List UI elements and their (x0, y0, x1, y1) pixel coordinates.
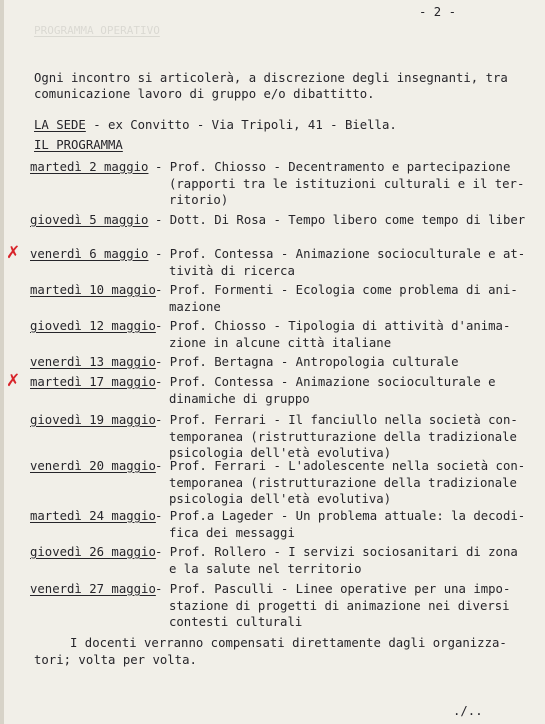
intro-line-2: comunicazione lavoro di gruppo e/o dibattitto. (34, 87, 375, 101)
red-x-mark-icon: ✗ (6, 371, 21, 391)
schedule-topic-continuation: zione in alcune città italiane (169, 335, 392, 350)
schedule-topic-continuation: (rapporti tra le istituzioni culturali e il ter- (169, 176, 525, 191)
schedule-speaker-topic: - Prof. Chiosso - Tipologia di attività d'anima- (155, 319, 511, 333)
schedule-speaker-topic: - Prof. Rollero - I servizi sociosanitari di zona (155, 545, 518, 559)
schedule-date: martedì 2 maggio (30, 160, 149, 174)
schedule-date: venerdì 13 maggio (30, 355, 156, 369)
faint-bleed-heading: PROGRAMMA OPERATIVO (34, 24, 160, 37)
schedule-topic-continuation: dinamiche di gruppo (169, 391, 310, 406)
schedule-date: venerdì 6 maggio (30, 247, 149, 261)
schedule-topic-continuation: tività di ricerca (169, 263, 295, 278)
red-x-mark-icon: ✗ (6, 243, 21, 263)
schedule-topic-continuation: psicologia dell'età evolutiva) (169, 492, 392, 507)
schedule-date: giovedì 19 maggio (30, 413, 156, 427)
closing-line-2: tori; volta per volta. (34, 653, 197, 667)
page-number: - 2 - (419, 5, 457, 19)
schedule-speaker-topic: - Prof. Formenti - Ecologia come problema di ani- (155, 283, 518, 297)
continuation-mark: ./.. (453, 704, 483, 718)
venue-label: LA SEDE (34, 118, 86, 132)
page-left-edge (0, 0, 4, 724)
schedule-date: giovedì 5 maggio (30, 213, 149, 227)
venue-address: - ex Convitto - Via Tripoli, 41 - Biella. (85, 118, 397, 132)
schedule-topic-continuation: temporanea (ristrutturazione della tradizionale (169, 429, 517, 444)
schedule-date: giovedì 26 maggio (30, 545, 156, 559)
schedule-topic-continuation: fica dei messaggi (169, 525, 295, 540)
schedule-topic-continuation: psicologia dell'età evolutiva) (169, 446, 392, 461)
schedule-date: martedì 17 maggio (30, 375, 156, 389)
schedule-date: martedì 24 maggio (30, 509, 156, 523)
schedule-topic-continuation: ritorio) (169, 193, 229, 208)
schedule-topic-continuation: contesti culturali (169, 615, 303, 630)
schedule-topic-continuation: e la salute nel territorio (169, 561, 362, 576)
schedule-speaker-topic: - Prof. Bertagna - Antropologia culturale (155, 355, 459, 369)
schedule-speaker-topic: - Prof. Pasculli - Linee operative per una impo- (155, 582, 511, 596)
schedule-topic-continuation: mazione (169, 299, 221, 314)
schedule-topic-continuation: stazione di progetti di animazione nei diversi (169, 598, 510, 613)
schedule-speaker-topic: - Prof. Ferrari - Il fanciullo nella società con- (155, 413, 518, 427)
venue-line (34, 117, 397, 134)
schedule-speaker-topic: - Prof.a Lageder - Un problema attuale: la decodi- (155, 509, 526, 523)
schedule-speaker-topic: - Prof. Chiosso - Decentramento e partecipazione (155, 160, 511, 174)
schedule-topic-continuation: temporanea (ristrutturazione della tradizionale (169, 475, 517, 490)
schedule-speaker-topic: - Prof. Contessa - Animazione socioculturale e (155, 375, 496, 389)
schedule-date: martedì 10 maggio (30, 283, 156, 297)
schedule-speaker-topic: - Prof. Contessa - Animazione socioculturale e at- (155, 247, 526, 261)
schedule-date: giovedì 12 maggio (30, 319, 156, 333)
intro-line-1: Ogni incontro si articolerà, a discrezione degli insegnanti, tra (34, 71, 508, 85)
closing-line-1: I docenti verranno compensati direttamente dagli organizza- (70, 636, 507, 650)
programma-heading: IL PROGRAMMA (34, 138, 123, 152)
schedule-date: venerdì 27 maggio (30, 582, 156, 596)
schedule-speaker-topic: - Dott. Di Rosa - Tempo libero come tempo di liber (155, 213, 526, 227)
schedule-date: venerdì 20 maggio (30, 459, 156, 473)
schedule-speaker-topic: - Prof. Ferrari - L'adolescente nella società con- (155, 459, 526, 473)
